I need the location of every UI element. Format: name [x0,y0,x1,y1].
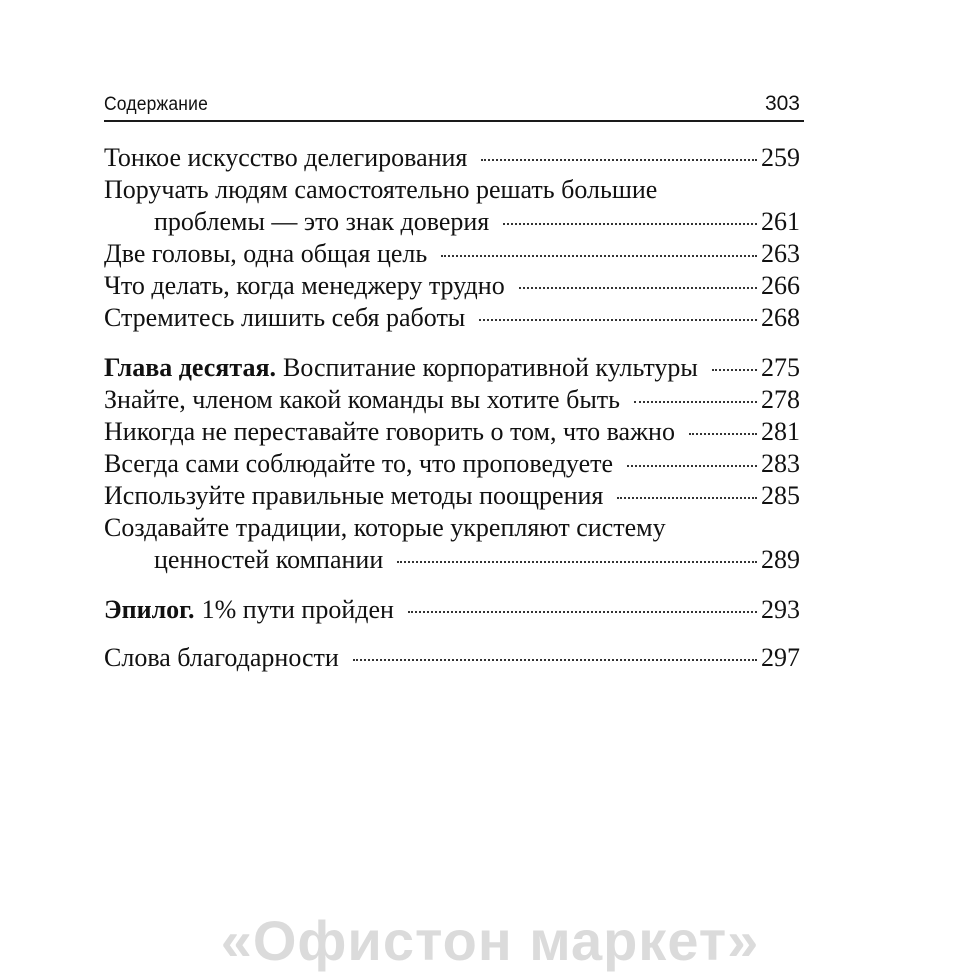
table-of-contents [104,142,800,674]
dot-leader [503,223,757,225]
toc-epilogue-entry [104,594,800,626]
toc-entry-page: 263 [761,239,800,268]
toc-entry [104,416,800,448]
dot-leader [353,659,757,661]
toc-entry [104,642,800,674]
toc-entry [104,512,800,576]
toc-chapter-entry [104,352,800,384]
toc-entry [104,302,800,334]
dot-leader [689,433,757,435]
toc-entry [104,174,800,238]
toc-entry-title: Используйте правильные методы поощрения [104,481,604,510]
toc-entry-title: Знайте, членом какой команды вы хотите быть [104,385,621,414]
running-header [104,88,804,122]
toc-entry-page: 281 [761,417,800,446]
toc-entry-title: Две головы, одна общая цель [104,239,428,268]
toc-entry-title: Воспитание корпоративной культуры [283,353,698,382]
dot-leader [712,369,757,371]
toc-entry [104,448,800,480]
page-number: 303 [764,92,800,115]
toc-entry-title: Тонкое искусство делегирования [104,143,468,172]
toc-entry-page: 268 [761,303,800,332]
toc-entry-page: 259 [761,143,800,172]
dot-leader [627,465,757,467]
toc-entry-title-line2: проблемы — это знак доверия [154,207,490,236]
toc-entry-title: Стремитесь лишить себя работы [104,303,466,332]
toc-entry [104,238,800,270]
toc-entry-title: 1% пути пройден [201,595,394,624]
dot-leader [481,159,757,161]
toc-entry [104,384,800,416]
running-title: Содержание [104,94,209,115]
toc-entry-page: 261 [761,207,800,236]
toc-entry-page: 293 [761,595,800,624]
toc-entry-page: 297 [761,643,800,672]
dot-leader [441,255,757,257]
dot-leader [479,319,757,321]
toc-entry [104,480,800,512]
toc-entry-title-line2: ценностей компании [154,545,384,574]
dot-leader [519,287,757,289]
dot-leader [408,611,757,613]
chapter-label: Глава десятая. [104,353,277,382]
toc-entry-page: 283 [761,449,800,478]
toc-entry-page: 285 [761,481,800,510]
epilogue-label: Эпилог. [104,595,195,624]
watermark: «Офистон маркет» [220,909,760,972]
toc-entry-page: 266 [761,271,800,300]
toc-entry-page: 289 [761,545,800,574]
toc-entry [104,270,800,302]
toc-entry-title: Никогда не переставайте говорить о том, что важно [104,417,675,446]
dot-leader [617,497,757,499]
toc-entry-title-line1: Создавайте традиции, которые укрепляют систему [104,513,666,542]
toc-entry-title: Всегда сами соблюдайте то, что проповедуете [104,449,614,478]
toc-entry [104,142,800,174]
toc-entry-title: Что делать, когда менеджеру трудно [104,271,505,300]
dot-leader [397,561,757,563]
toc-entry-title: Слова благодарности [104,643,339,672]
toc-entry-page: 278 [761,385,800,414]
dot-leader [634,401,757,403]
toc-entry-title-line1: Поручать людям самостоятельно решать большие [104,175,658,204]
toc-entry-page: 275 [761,353,800,382]
